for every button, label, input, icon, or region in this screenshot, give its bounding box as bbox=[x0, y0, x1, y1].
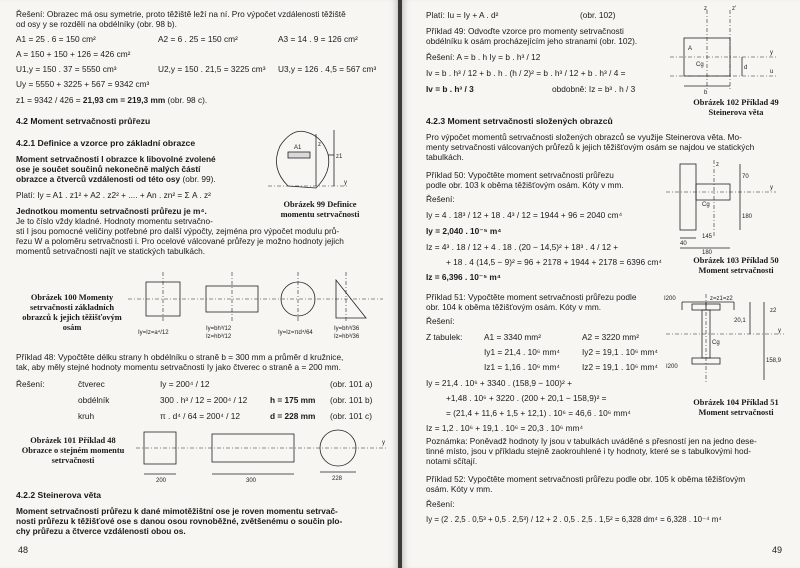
plati-formula: Platí: Iy = A1 . z1² + A2 . z2² + .... + An . zn² = Σ A . z² bbox=[16, 190, 211, 200]
e51-line-b: +1,48 . 10⁶ + 3220 . (200 + 20,1 − 158,9)² = bbox=[446, 393, 607, 403]
res49-line-4: obdobně: Iz = b³ . h / 3 bbox=[552, 84, 636, 94]
fig102-label-cg: Cg bbox=[696, 62, 704, 68]
eq-a1: A1 = 25 . 6 = 150 cm² bbox=[16, 34, 96, 44]
figure-99-caption: Obrázek 99 Definice momentu setrvačnosti bbox=[280, 200, 360, 219]
res49-line-3: Iv = b . h³ / 3 bbox=[426, 84, 474, 94]
def-line-3-b: (obr. 99). bbox=[180, 174, 216, 184]
e51-line-c: = (21,4 + 11,6 + 1,5 + 12,1) . 10⁶ = 46,6 . 10⁶ mm⁴ bbox=[446, 408, 631, 418]
def-line-3-a: obrazce a čtverců vzdálenosti od této osy bbox=[16, 174, 181, 184]
example-52-solution: Řešení: bbox=[426, 499, 455, 509]
figure-104-drawing bbox=[664, 292, 788, 396]
steiner-line-3: chy průřezu a čtverce vzdálenosti obou os. bbox=[16, 526, 186, 536]
fig104-label-cg: Cg bbox=[712, 340, 720, 346]
def-line-1: Moment setrvačnosti I obrazce k libovolné zvolené bbox=[16, 154, 216, 164]
section-4-2: 4.2 Moment setrvačnosti průřezu bbox=[16, 116, 151, 126]
eq-u1: U1,y = 150 . 37 = 5550 cm³ bbox=[16, 64, 117, 74]
section-4-2-2: 4.2.2 Steinerova věta bbox=[16, 490, 102, 500]
solution-label: Řešení: bbox=[16, 379, 45, 389]
fig104-label-z2: z2 bbox=[770, 308, 777, 314]
left-page bbox=[0, 0, 398, 568]
fig100-label-rect-y: Iy=bh³/12 bbox=[206, 326, 232, 332]
row-circle-ref: (obr. 101 c) bbox=[330, 411, 372, 421]
page-number-right: 49 bbox=[772, 545, 783, 555]
figure-101-caption: Obrázek 101 Příklad 48 Obrazce o stejném momentu setrvačnosti bbox=[21, 436, 125, 465]
steiner-line-2: nosti průřezu k těžišťové ose s danou osou rovnoběžné, zvětšenému o součin plo- bbox=[16, 516, 343, 526]
fig101-dim-200: 200 bbox=[156, 478, 167, 484]
example-51-line-1: Příklad 51: Vypočtěte moment setrvačnosti průřezu podle bbox=[426, 292, 637, 302]
para-line-2: sti I jsou pomocné veličiny potřebné pro další výpočty, zejména pro výpočet modulu prů- bbox=[16, 226, 340, 236]
para-line-4: momentů setrvačnosti najít ve statických tabulkách. bbox=[16, 246, 206, 256]
plati-steiner-ref: (obr. 102) bbox=[580, 10, 616, 20]
example-49-line-1: Příklad 49: Odvoďte vzorce pro momenty setrvačnosti bbox=[426, 26, 624, 36]
def-line-2: ose je součet součinů nekonečně malých částí bbox=[16, 164, 201, 174]
fig102-label-a: A bbox=[688, 46, 693, 52]
fig102-label-z: z bbox=[704, 6, 707, 12]
row-circle-result: d = 228 mm bbox=[270, 411, 316, 421]
eq-z1 bbox=[16, 95, 207, 105]
tab-iz2: Iz2 = 19,1 . 10⁶ mm⁴ bbox=[582, 362, 658, 372]
fig104-label-z: z=z1=z2 bbox=[710, 296, 733, 302]
row-rect-label: obdélník bbox=[78, 395, 110, 405]
row-circle-eq: π . d⁴ / 64 = 200⁴ / 12 bbox=[160, 411, 240, 421]
res49-line-2: Iv = b . h³ / 12 + b . h . (h / 2)² = b . h³ / 12 + b . h³ / 4 = bbox=[426, 68, 626, 78]
res49-line-1: Řešení: A = b . h Iy = b . h³ / 12 bbox=[426, 52, 541, 62]
note-line-2: tinné místo, jsou v příkladu stejně zaokrouhlené i ty hodnoty, které se s tabulkovými hod- bbox=[426, 446, 751, 456]
e50-line-a: Iy = 4 . 18³ / 12 + 18 . 4³ / 12 = 1944 + 96 = 2040 cm⁴ bbox=[426, 210, 623, 220]
e50-line-d: + 18 . 4 (14,5 − 9)² = 96 + 2178 + 1944 + 2178 = 6396 cm⁴ bbox=[446, 257, 662, 267]
tab-iz1: Iz1 = 1,16 . 10⁶ mm⁴ bbox=[484, 362, 560, 372]
s423-line-1: Pro výpočet momentů setrvačnosti složených obrazců se využije Steinerova věta. Mo- bbox=[426, 132, 742, 142]
e50-line-b: Iy = 2,040 . 10⁻⁵ m⁴ bbox=[426, 226, 502, 236]
tab-a2: A2 = 3220 mm² bbox=[582, 332, 639, 342]
row-square-eq: Iy = 200⁴ / 12 bbox=[160, 379, 210, 389]
fig104-dim-20-1: 20,1 bbox=[734, 318, 746, 324]
fig104-label-i200-bottom: I200 bbox=[666, 364, 678, 370]
figure-103-drawing bbox=[666, 158, 786, 254]
figure-100-drawing bbox=[128, 268, 383, 340]
right-page bbox=[402, 0, 800, 568]
figure-100-caption: Obrázek 100 Momenty setrvačnosti základních obrazců k jejich těžišťovým osám bbox=[22, 293, 122, 332]
eq-z1-b: 21,93 cm = 219,3 mm bbox=[82, 95, 166, 105]
fig102-label-y: y bbox=[770, 50, 773, 56]
eq-a: A = 150 + 150 + 126 = 426 cm² bbox=[16, 49, 131, 59]
fig104-dim-158-9: 158,9 bbox=[766, 358, 782, 364]
example-51-line-2: obr. 104 k oběma těžišťovým osám. Kóty v mm. bbox=[426, 302, 602, 312]
fig102-label-u: u bbox=[770, 69, 774, 75]
figure-101-drawing bbox=[136, 426, 388, 484]
eq-z1-c: (obr. 98 c). bbox=[165, 95, 208, 105]
fig100-label-rect-z: Iz=hb³/12 bbox=[206, 334, 232, 340]
row-rect-result: h = 175 mm bbox=[270, 395, 316, 405]
row-rect-ref: (obr. 101 b) bbox=[330, 395, 373, 405]
tab-iy1: Iy1 = 21,4 . 10⁶ mm⁴ bbox=[484, 347, 560, 357]
eq-u3: U3,y = 126 . 4,5 = 567 cm³ bbox=[278, 64, 377, 74]
figure-102-drawing bbox=[666, 6, 786, 94]
e50-line-c: Iz = 4³ . 18 / 12 + 4 . 18 . (20 − 14,5)² + 18³ . 4 / 12 + bbox=[426, 242, 619, 252]
fig100-label-tri-y: Iy=bh³/36 bbox=[334, 326, 360, 332]
fig103-dim-180-h: 180 bbox=[702, 250, 713, 256]
example-50-solution: Řešení: bbox=[426, 194, 455, 204]
s423-line-3: tabulkách. bbox=[426, 152, 464, 162]
fig103-dim-145: 145 bbox=[702, 234, 713, 240]
unit-sentence: Jednotkou momentu setrvačnosti průřezu je m⁴. bbox=[16, 206, 207, 216]
fig103-label-z: z bbox=[716, 162, 719, 168]
para-line-3: řezu W a poloměru setrvačnosti i. Pro ocelové válcované průřezy je možno hodnoty jejich bbox=[16, 236, 344, 246]
plati-steiner: Platí: Iu = Iy + A . d² bbox=[426, 10, 499, 20]
section-4-2-3: 4.2.3 Moment setrvačnosti složených obrazců bbox=[426, 116, 613, 126]
example-50-line-2: podle obr. 103 k oběma těžišťovým osám. Kóty v mm. bbox=[426, 180, 624, 190]
fig103-dim-70: 70 bbox=[742, 174, 749, 180]
steiner-line-1: Moment setrvačnosti průřezu k dané mimotěžištní ose je roven momentu setrvač- bbox=[16, 506, 338, 516]
e52-formula: Iy = (2 . 2,5 . 0,5³ + 0,5 . 2,5³) / 12 + 2 . 0,5 . 2,5 . 1,5² = 6,328 dm⁴ = 6,328 . 10⁻⁴ m⁴ bbox=[426, 515, 722, 524]
figure-103-caption: Obrázek 103 Příklad 50 Moment setrvačnosti bbox=[693, 256, 779, 275]
fig100-label-tri-z: Iz=hb³/36 bbox=[334, 334, 360, 340]
fig101-dim-300: 300 bbox=[246, 478, 257, 484]
fig99-label-z1: z1 bbox=[336, 154, 343, 160]
fig100-label-square: Iy=Iz=a⁴/12 bbox=[138, 330, 169, 336]
note-line-1: Poznámka: Poněvadž hodnoty Iy jsou v tabulkách uváděné s přesností jen na jedno dese- bbox=[426, 436, 757, 446]
fig103-label-cg: Cg bbox=[702, 202, 710, 208]
fig101-dim-228: 228 bbox=[332, 476, 343, 482]
tab-iy2: Iy2 = 19,1 . 10⁶ mm⁴ bbox=[582, 347, 658, 357]
page-number-left: 48 bbox=[18, 545, 29, 555]
example-48-line-2: tak, aby měly stejné hodnoty momentu setrvačnosti Iy jako čtverec o straně a = 200 mm. bbox=[16, 362, 341, 372]
fig103-label-y: y bbox=[770, 185, 773, 191]
para-line-1: Je to číslo vždy kladné. Hodnoty momentu setrvačno- bbox=[16, 216, 213, 226]
fig103-dim-40: 40 bbox=[680, 241, 687, 247]
figure-99-drawing bbox=[258, 128, 358, 196]
eq-u2: U2,y = 150 . 21,5 = 3225 cm³ bbox=[158, 64, 266, 74]
fig100-label-circle: Iy=Iz=πd⁴/64 bbox=[278, 330, 313, 336]
example-51-solution: Řešení: bbox=[426, 316, 455, 326]
fig104-label-i200-top: I200 bbox=[664, 296, 676, 302]
example-52-line-1: Příklad 52: Vypočtěte moment setrvačnosti průřezu podle obr. 105 k oběma těžišťovým bbox=[426, 474, 746, 484]
section-4-2-1: 4.2.1 Definice a vzorce pro základní obrazce bbox=[16, 138, 196, 148]
fig101-axis-y: y bbox=[382, 440, 385, 446]
example-49-line-2: obdélníku k osám procházejícím jeho stranami (obr. 102). bbox=[426, 36, 638, 46]
fig99-label-y: y bbox=[344, 180, 347, 186]
eq-a2: A2 = 6 . 25 = 150 cm² bbox=[158, 34, 238, 44]
row-rect-eq: 300 . h³ / 12 = 200⁴ / 12 bbox=[160, 395, 248, 405]
fig103-dim-180-v: 180 bbox=[742, 214, 753, 220]
s423-line-2: menty setrvačnosti válcovaných průřezů k jejich těžišťovým osám se najdou ve statických bbox=[426, 142, 755, 152]
eq-uy: Uy = 5550 + 3225 + 567 = 9342 cm³ bbox=[16, 79, 150, 89]
fig102-label-z-prime: z' bbox=[732, 6, 737, 12]
fig102-label-d: d bbox=[744, 65, 748, 71]
figure-104-caption: Obrázek 104 Příklad 51 Moment setrvačnosti bbox=[693, 398, 779, 417]
tab-a1: A1 = 3340 mm² bbox=[484, 332, 541, 342]
def-line-3 bbox=[16, 174, 216, 184]
row-square-label: čtverec bbox=[78, 379, 105, 389]
e51-line-d: Iz = 1,2 . 10⁶ + 19,1 . 10⁶ = 20,3 . 10⁶ mm⁴ bbox=[426, 423, 584, 433]
eq-z1-a: z1 = 9342 / 426 = bbox=[16, 95, 83, 105]
table-label: Z tabulek: bbox=[426, 332, 463, 342]
example-52-line-2: osám. Kóty v mm. bbox=[426, 484, 493, 494]
e51-line-a: Iy = 21,4 . 10⁶ + 3340 . (158,9 − 100)² + bbox=[426, 378, 572, 388]
example-48-line-1: Příklad 48: Vypočtěte délku strany h obdélníku o straně b = 300 mm a průměr d kružnice, bbox=[16, 352, 344, 362]
eq-a3: A3 = 14 . 9 = 126 cm² bbox=[278, 34, 358, 44]
fig104-label-y: y bbox=[778, 328, 781, 334]
fig102-label-b: b bbox=[704, 90, 708, 96]
row-circle-label: kruh bbox=[78, 411, 95, 421]
e50-line-e: Iz = 6,396 . 10⁻⁵ m⁴ bbox=[426, 272, 501, 282]
example-50-line-1: Příklad 50: Vypočtěte moment setrvačnosti průřezu bbox=[426, 170, 614, 180]
note-line-3: notami sčítají. bbox=[426, 456, 478, 466]
intro-line-1: Řešení: Obrazec má osu symetrie, proto těžiště leží na ní. Pro výpočet vzdálenosti těžiště bbox=[16, 9, 346, 19]
intro-line-2: od osy y se rozdělí na obdélníky (obr. 98 b). bbox=[16, 19, 177, 29]
fig99-label-a1: A1 bbox=[294, 145, 302, 151]
figure-102-caption: Obrázek 102 Příklad 49 Steinerova věta bbox=[693, 98, 779, 117]
fig99-label-z: z bbox=[318, 142, 321, 148]
row-square-ref: (obr. 101 a) bbox=[330, 379, 373, 389]
